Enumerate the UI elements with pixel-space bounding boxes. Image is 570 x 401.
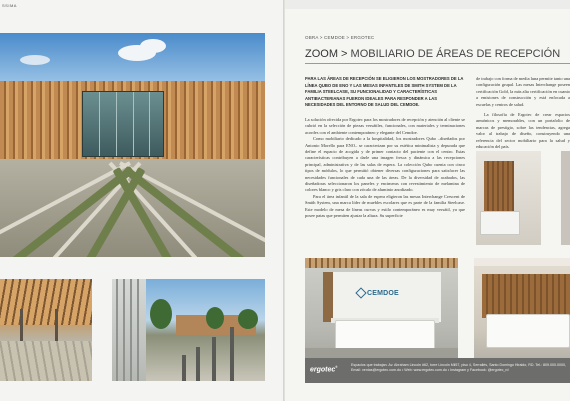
garden-photo	[146, 279, 265, 381]
body-paragraph: Como mobiliario dedicado a la hospitalidad, los mostradores Qubo –diseñados por Antonio Morello para ENO– se caracterizan por su estética minimalista y depurada que define el espacio de acogida y de primer contacto del paciente con el centro. Estas características contribuyen a darle una imagen fresca y dinámica a las recepciones principal, administrativa y de las salas de espera. La colección Qubo cuenta con cinco tipos de módulos, lo que permitió obtener diversas configuraciones para satisfacer las necesidades funcionales de cada una de las áreas. De la diversidad de acabados, las diseñadoras seleccionaron los paneles y encimeras con revestimiento de melamina de colores blanco y gris claro con zócalo de aluminio anodizado.	[305, 136, 465, 193]
reception-photo	[305, 258, 458, 358]
page-folio: SSIMA	[2, 3, 17, 8]
office-interior-photo-edge	[561, 151, 570, 245]
advertiser-contact: Espacios que trabajan. Av. Abraham Lincoln #62, torre Lincoln Mil57, piso 4, Serrallés, Santo Domingo Hiraldo, RD. Tel.: 809.000.0000, Email: ventas@ergotec.com.do • Web: www.ergotec.com.do • Instagram y Facebook: @ergotec_rd	[351, 363, 566, 372]
photo-cloud	[140, 39, 166, 53]
lead-paragraph: PARA LAS ÁREAS DE RECEPCIÓN SE ELIGIERON LOS MOSTRADORES DE LA LÍNEA QUBO DE ENO Y LAS MESAS INFANTILES DE SMITH SYSTEM DE LA FAMILIA STEELCASE, SU FUNCIONALIDAD Y CARACTERÍSTICAS ANTIBACTERIANAS FUERON IDEALES PARA RESPONDER A LAS NECESIDADES DEL ENTORNO DE SALUD DEL CEMDOE.	[305, 76, 464, 108]
office-interior-photo	[476, 151, 541, 245]
brand-name: ergotec	[310, 366, 336, 374]
registered-mark: ®	[335, 365, 338, 369]
corridor-photo	[112, 279, 146, 381]
plaza-ground	[0, 159, 265, 257]
section-breadcrumb: OBRA > CEMDOE > ERGOTEC	[305, 35, 375, 40]
photo-cloud	[20, 55, 50, 65]
headline-prefix: ZOOM >	[305, 48, 351, 60]
side-paragraph: La filosofía de Ergotec de crear espacios armónicos y memorables, con un portafolio de marcas de prestigio, sobre las tendencias, agrega valor al trabajo de diseño, construyendo una referencia del sector mobiliario para la salud y educación del país.	[476, 112, 570, 150]
body-text	[305, 117, 465, 220]
reception-counter	[335, 320, 435, 350]
headline-title: MOBILIARIO DE ÁREAS DE RECEPCIÓN	[350, 48, 561, 60]
header-band	[285, 0, 570, 9]
body-paragraph: Para el área infantil de la sala de espera eligieron las mesas Interchange Crescent de Smith System, una marca líder de muebles escolares que es parte de la familia Steelcase. Este modelo de mesa de líneas curvas y estilo contemporáneo es muy versátil, ya que posee patas que permiten ajustar la altura. Su superficie	[305, 193, 465, 219]
headline-rule	[305, 63, 570, 64]
wood-ceiling-photo	[0, 279, 92, 381]
glass-entrance	[82, 91, 164, 157]
reception-desk-photo	[474, 258, 570, 358]
side-column-text	[476, 76, 570, 154]
advertiser-footer	[305, 358, 570, 383]
body-paragraph: La solución ofrecida por Ergotec para los mostradores de recepción y atención al cliente se cubrió en la selección de piezas versátiles, funcionales, con materiales y terminaciones acordes con el ambiente contemporáneo y elegante del Cemdoe.	[305, 117, 465, 135]
ergotec-logo	[310, 365, 338, 373]
left-page	[0, 0, 283, 401]
article-headline	[305, 48, 560, 60]
side-paragraph: de trabajo con forma de media luna permite tanto una configuración grupal. Las mesas Interchange poseen certificación Gold, la más alta certificación en cuanto a emisiones de construcción y está enfocada a escuelas y centros de salud.	[476, 76, 570, 107]
right-page	[285, 0, 570, 401]
reception-logo: CEMDOE	[367, 290, 399, 297]
building-exterior-photo	[0, 33, 265, 257]
